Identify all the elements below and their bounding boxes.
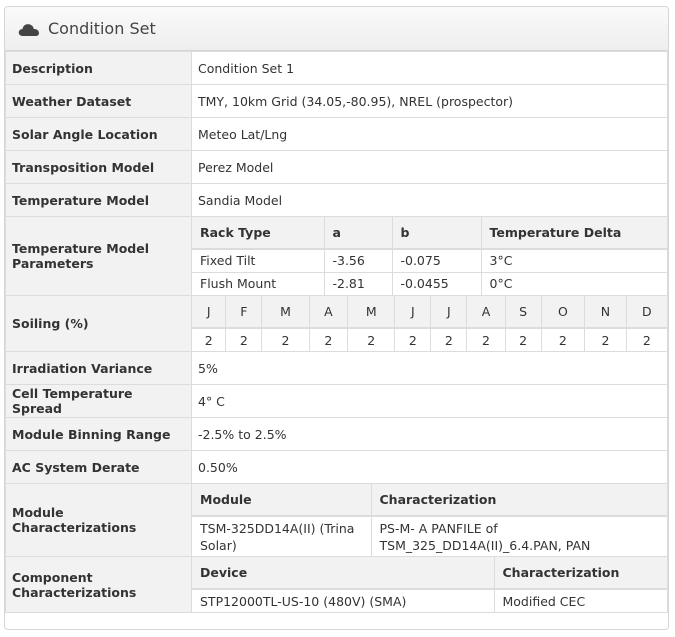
soiling-month-value: 2 xyxy=(395,328,431,351)
cell-module: TSM-325DD14A(II) (Trina Solar) xyxy=(192,516,371,556)
soiling-month-value: 2 xyxy=(226,328,262,351)
row-weather-dataset xyxy=(6,85,668,118)
soiling-month-label: F xyxy=(226,296,262,328)
row-value: -2.5% to 2.5% xyxy=(192,418,668,451)
soiling-month-value: 2 xyxy=(541,328,585,351)
row-value: 0.50% xyxy=(192,451,668,484)
row-label: AC System Derate xyxy=(6,451,192,484)
soiling-cell xyxy=(192,296,668,352)
table-row xyxy=(192,272,667,295)
row-temperature-model xyxy=(6,184,668,217)
table-row xyxy=(192,589,667,612)
row-soiling xyxy=(6,296,668,352)
soiling-month-value: 2 xyxy=(262,328,309,351)
row-label: Solar Angle Location xyxy=(6,118,192,151)
module-characterizations-cell xyxy=(192,484,668,557)
soiling-month-value: 2 xyxy=(348,328,395,351)
temperature-params-cell xyxy=(192,217,668,296)
module-characterizations-header xyxy=(192,484,667,516)
soiling-month-label: J xyxy=(395,296,431,328)
cell-temperature-delta: 0°C xyxy=(481,272,667,295)
soiling-month-label: A xyxy=(309,296,347,328)
row-label: Temperature Model Parameters xyxy=(6,217,192,296)
soiling-month-value: 2 xyxy=(309,328,347,351)
row-label: Irradiation Variance xyxy=(6,352,192,385)
soiling-month-label: D xyxy=(626,296,667,328)
soiling-month-value: 2 xyxy=(431,328,467,351)
row-label: Description xyxy=(6,52,192,85)
cloud-icon xyxy=(18,21,40,37)
soiling-months-row xyxy=(192,296,667,328)
row-solar-angle-location xyxy=(6,118,668,151)
row-transposition-model xyxy=(6,151,668,184)
row-value: Meteo Lat/Lng xyxy=(192,118,668,151)
row-label: Cell Temperature Spread xyxy=(6,385,192,418)
soiling-month-label: M xyxy=(262,296,309,328)
soiling-month-value: 2 xyxy=(467,328,505,351)
cell-characterization: PS-M- A PANFILE of TSM_325_DD14A(II)_6.4.PAN, PAN xyxy=(379,520,591,553)
soiling-table xyxy=(192,296,667,351)
header-temperature-delta: Temperature Delta xyxy=(481,217,667,249)
soiling-month-label: A xyxy=(467,296,505,328)
module-characterizations-table xyxy=(192,484,667,556)
header-module: Module xyxy=(192,484,371,516)
cell-a: -3.56 xyxy=(324,249,392,272)
row-value: 4° C xyxy=(192,385,668,418)
header-rack-type: Rack Type xyxy=(192,217,324,249)
component-characterizations-header xyxy=(192,557,667,589)
soiling-month-label: O xyxy=(541,296,585,328)
cell-temperature-delta: 3°C xyxy=(489,253,513,269)
soiling-month-value: 2 xyxy=(192,328,226,351)
header-characterization: Characterization xyxy=(371,484,667,516)
panel-header xyxy=(5,7,668,51)
temperature-params-header xyxy=(192,217,667,249)
row-label: Soiling (%) xyxy=(6,296,192,352)
component-characterizations-cell xyxy=(192,557,668,613)
soiling-month-label: M xyxy=(348,296,395,328)
soiling-month-label: J xyxy=(192,296,226,328)
component-characterizations-table xyxy=(192,557,667,612)
row-ac-system-derate xyxy=(6,451,668,484)
header-b: b xyxy=(392,217,481,249)
row-value: TMY, 10km Grid (34.05,-80.95), NREL (prospector) xyxy=(192,85,668,118)
condition-set-panel xyxy=(4,6,669,630)
cell-b: -0.075 xyxy=(392,249,481,272)
row-description xyxy=(6,52,668,85)
soiling-values-row xyxy=(192,328,667,351)
row-label: Temperature Model xyxy=(6,184,192,217)
row-cell-temperature-spread xyxy=(6,385,668,418)
cell-device: STP12000TL-US-10 (480V) (SMA) xyxy=(192,589,494,612)
cell-rack-type: Fixed Tilt xyxy=(192,249,324,272)
cell-b: -0.0455 xyxy=(392,272,481,295)
row-value: Perez Model xyxy=(192,151,668,184)
row-irradiation-variance xyxy=(6,352,668,385)
row-module-binning-range xyxy=(6,418,668,451)
condition-set-table xyxy=(5,51,668,613)
soiling-month-value: 2 xyxy=(642,332,651,348)
soiling-month-value: 2 xyxy=(585,328,627,351)
table-row xyxy=(192,516,667,556)
soiling-month-label: S xyxy=(505,296,541,328)
row-module-characterizations xyxy=(6,484,668,557)
soiling-month-label: J xyxy=(431,296,467,328)
row-value: 5% xyxy=(192,352,668,385)
row-temperature-model-parameters xyxy=(6,217,668,296)
header-characterization: Characterization xyxy=(494,557,667,589)
row-value: Sandia Model xyxy=(192,184,668,217)
header-device: Device xyxy=(192,557,494,589)
soiling-month-label: N xyxy=(585,296,627,328)
header-a: a xyxy=(324,217,392,249)
row-label: Weather Dataset xyxy=(6,85,192,118)
row-component-characterizations xyxy=(6,557,668,613)
panel-title: Condition Set xyxy=(48,19,156,38)
cell-rack-type: Flush Mount xyxy=(192,272,324,295)
temperature-params-table xyxy=(192,217,667,295)
soiling-month-value: 2 xyxy=(505,328,541,351)
row-label: Module Characterizations xyxy=(6,484,192,557)
row-label: Component Characterizations xyxy=(6,557,192,613)
row-label: Module Binning Range xyxy=(6,418,192,451)
row-value: Condition Set 1 xyxy=(192,52,668,85)
cell-a: -2.81 xyxy=(324,272,392,295)
cell-characterization: Modified CEC xyxy=(502,593,586,609)
table-row xyxy=(192,249,667,272)
row-label: Transposition Model xyxy=(6,151,192,184)
